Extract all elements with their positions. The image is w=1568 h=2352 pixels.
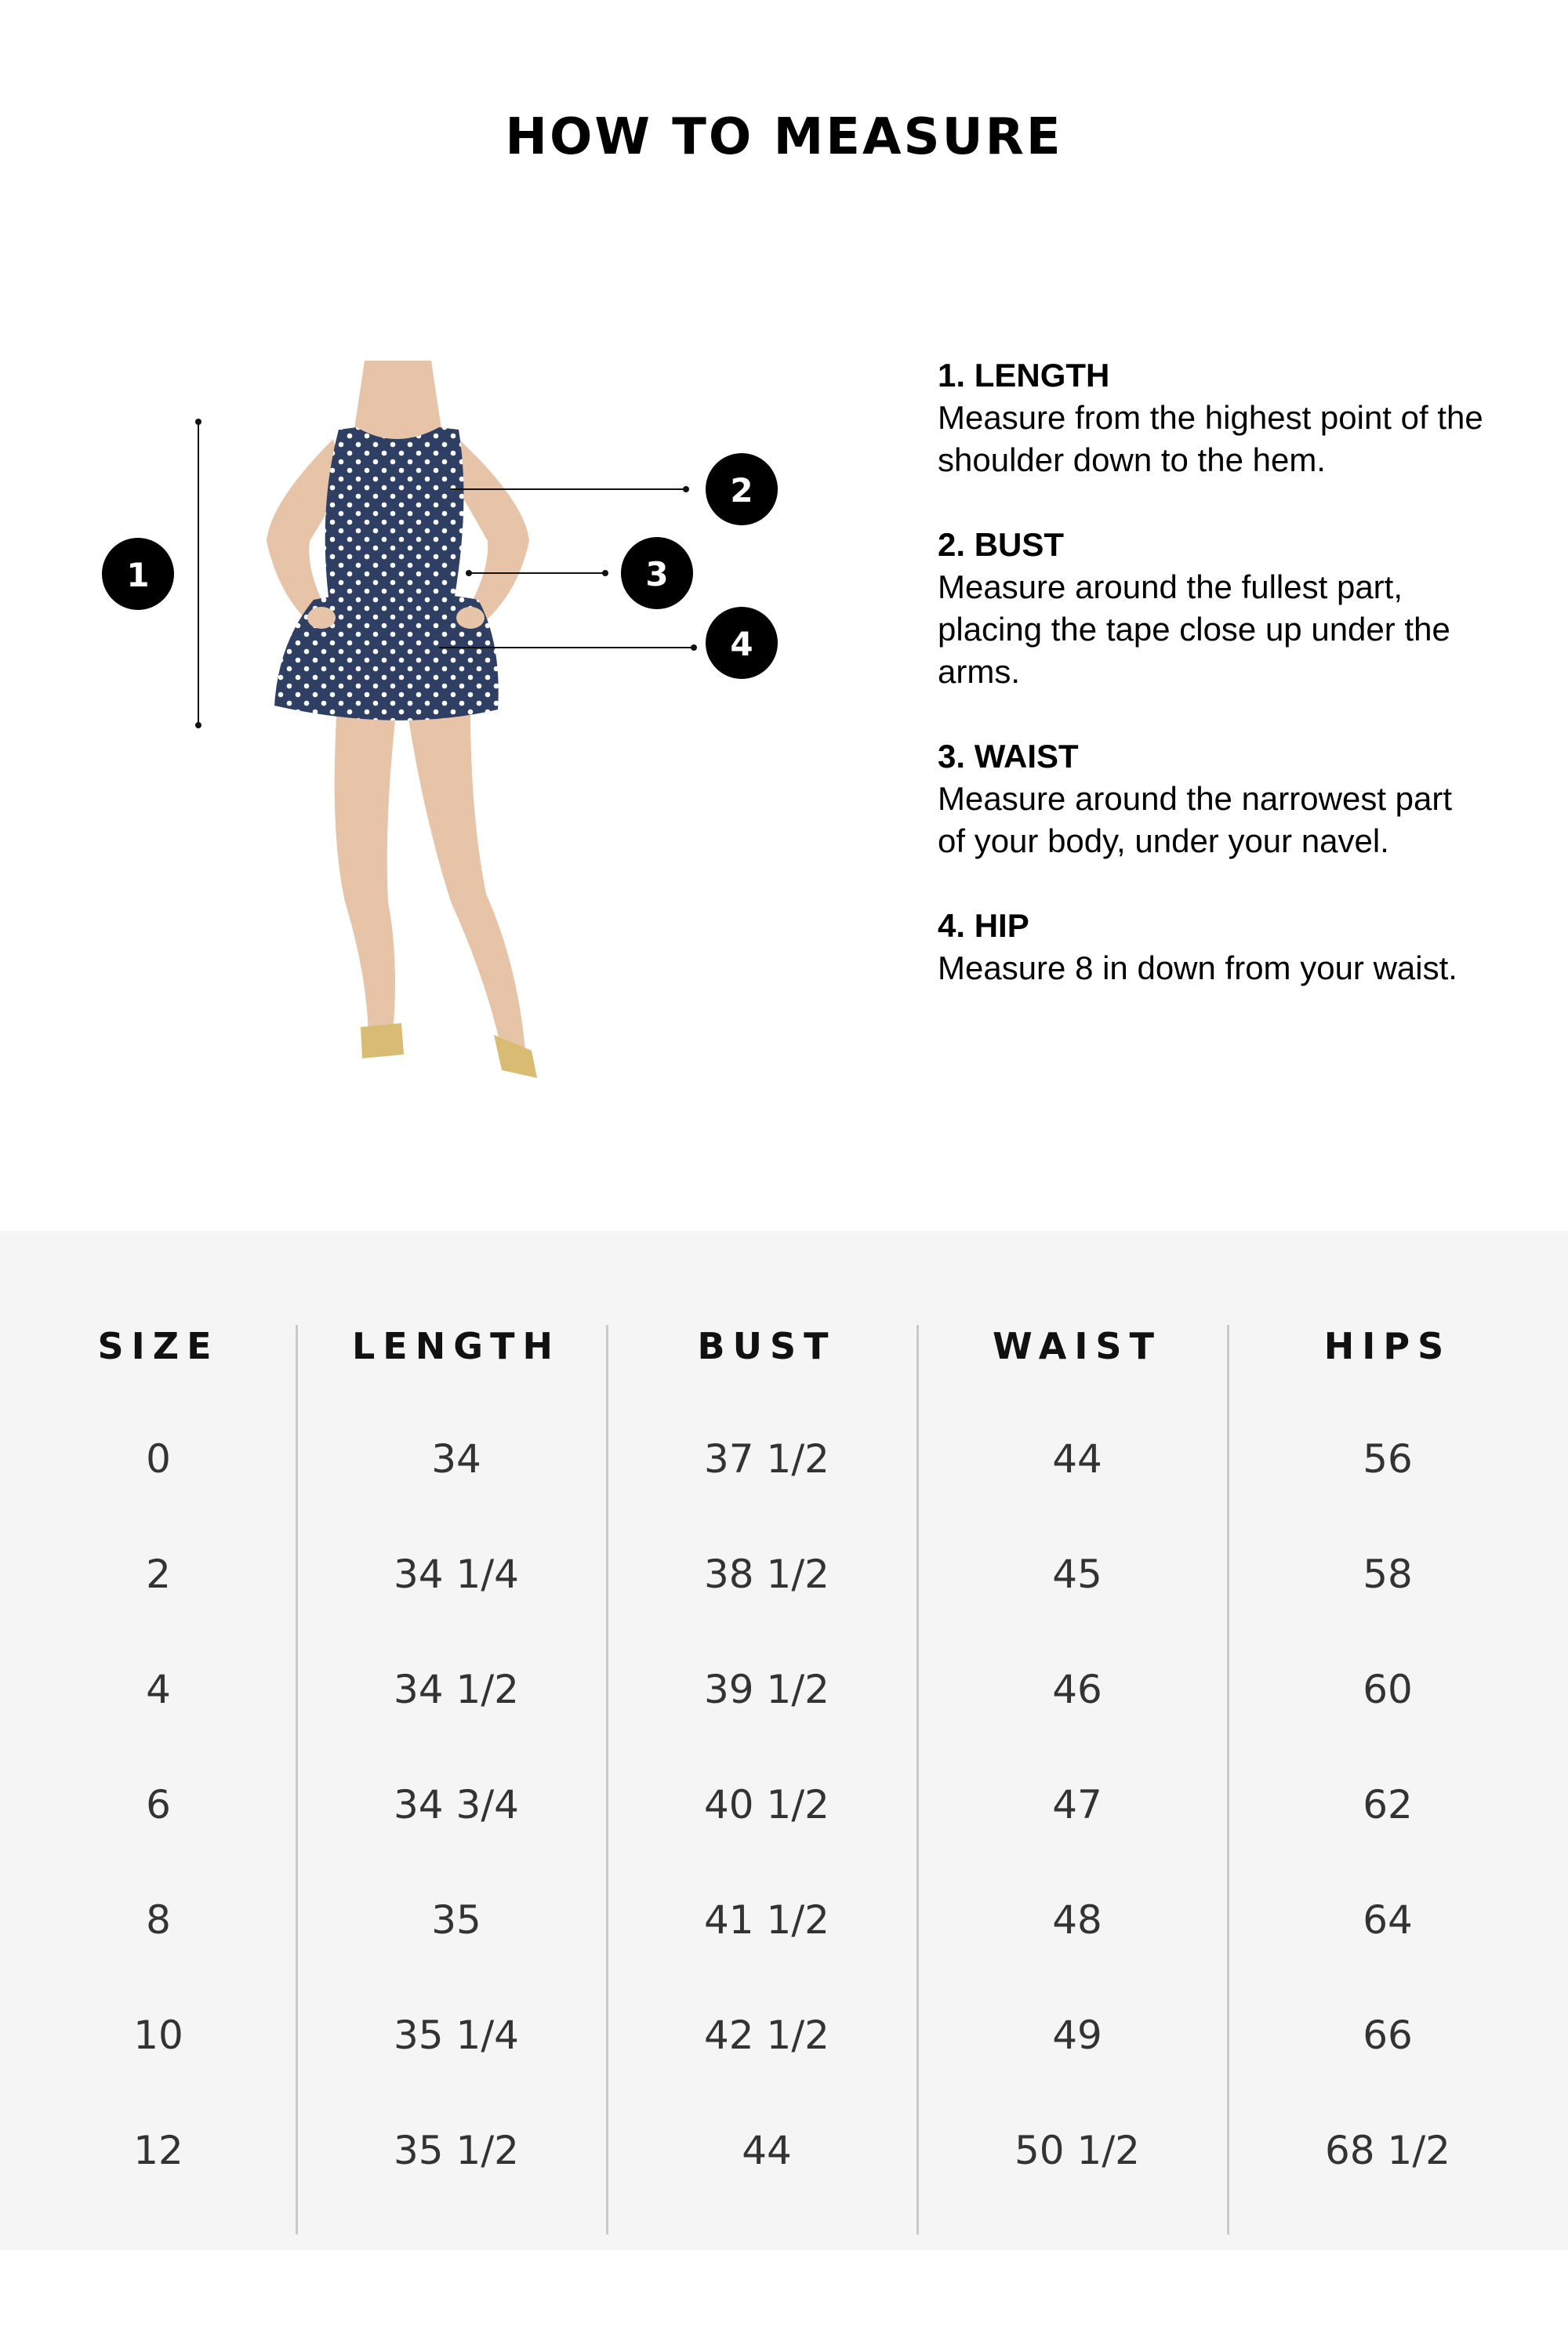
model-illustration xyxy=(267,361,537,1078)
marker-3 xyxy=(621,537,693,609)
table-cell-hips: 56 xyxy=(1363,1436,1413,1482)
marker-2 xyxy=(706,453,778,525)
table-cell-hips: 60 xyxy=(1363,1667,1413,1712)
marker-4 xyxy=(706,607,778,679)
marker-4-label: 4 xyxy=(730,625,753,663)
instruction-length xyxy=(938,354,1486,481)
table-cell-length: 34 1/2 xyxy=(394,1667,519,1712)
waist-line-end-dot xyxy=(602,570,608,576)
instruction-hip xyxy=(938,905,1486,989)
left-shoe xyxy=(361,1023,404,1058)
table-cell-waist: 48 xyxy=(1052,1897,1102,1943)
column-header-size: SIZE xyxy=(97,1325,220,1367)
column-header-bust: BUST xyxy=(697,1325,837,1367)
instruction-bust xyxy=(938,524,1486,693)
table-cell-waist: 50 1/2 xyxy=(1014,2128,1140,2173)
column-header-hips: HIPS xyxy=(1323,1325,1452,1367)
marker-1 xyxy=(102,538,174,610)
instruction-waist xyxy=(938,735,1486,862)
table-cell-length: 34 1/4 xyxy=(394,1552,519,1597)
table-cell-waist: 45 xyxy=(1052,1552,1102,1597)
table-cell-length: 35 xyxy=(431,1897,481,1943)
table-cell-size: 4 xyxy=(146,1667,171,1712)
table-cell-length: 34 xyxy=(431,1436,481,1482)
length-top-dot xyxy=(195,419,201,425)
instruction-text: Measure around the fullest part, placing the tape close up under the arms. xyxy=(938,568,1450,690)
dress-bodice xyxy=(325,427,464,604)
table-cell-hips: 62 xyxy=(1363,1782,1413,1828)
table-cell-waist: 46 xyxy=(1052,1667,1102,1712)
table-cell-bust: 38 1/2 xyxy=(704,1552,829,1597)
measurement-instructions xyxy=(938,354,1486,1032)
length-bottom-dot xyxy=(195,722,201,728)
table-cell-bust: 37 1/2 xyxy=(704,1436,829,1482)
instruction-heading: 4. HIP xyxy=(938,907,1029,944)
marker-1-label: 1 xyxy=(126,556,150,594)
hip-line-dot xyxy=(691,644,697,651)
left-leg xyxy=(335,706,396,1043)
page-title: HOW TO MEASURE xyxy=(505,107,1063,166)
table-cell-bust: 41 1/2 xyxy=(704,1897,829,1943)
table-cell-bust: 44 xyxy=(742,2128,792,2173)
instruction-heading: 1. LENGTH xyxy=(938,357,1110,394)
table-cell-size: 12 xyxy=(133,2128,183,2173)
table-cell-bust: 42 1/2 xyxy=(704,2013,829,2058)
table-cell-hips: 66 xyxy=(1363,2013,1413,2058)
table-cell-size: 0 xyxy=(146,1436,171,1482)
table-cell-hips: 68 1/2 xyxy=(1325,2128,1450,2173)
column-header-length: LENGTH xyxy=(351,1325,561,1367)
instruction-heading: 3. WAIST xyxy=(938,738,1079,775)
table-cell-waist: 47 xyxy=(1052,1782,1102,1828)
table-cell-waist: 49 xyxy=(1052,2013,1102,2058)
table-cell-hips: 58 xyxy=(1363,1552,1413,1597)
bust-line-dot xyxy=(683,486,689,492)
table-cell-size: 8 xyxy=(146,1897,171,1943)
instruction-text: Measure around the narrowest part of your body, under your navel. xyxy=(938,780,1453,859)
table-cell-size: 6 xyxy=(146,1782,171,1828)
right-hand xyxy=(456,607,485,629)
measurement-figure xyxy=(0,0,862,1113)
marker-2-label: 2 xyxy=(730,471,753,510)
table-cell-size: 2 xyxy=(146,1552,171,1597)
table-cell-size: 10 xyxy=(133,2013,183,2058)
table-cell-waist: 44 xyxy=(1052,1436,1102,1482)
waist-line-start-dot xyxy=(466,570,472,576)
column-header-waist: WAIST xyxy=(993,1325,1162,1367)
instruction-text: Measure 8 in down from your waist. xyxy=(938,949,1457,986)
left-hand xyxy=(307,607,336,629)
marker-3-label: 3 xyxy=(645,555,669,593)
instruction-text: Measure from the highest point of the shoulder down to the hem. xyxy=(938,399,1483,478)
table-cell-bust: 40 1/2 xyxy=(704,1782,829,1828)
table-cell-bust: 39 1/2 xyxy=(704,1667,829,1712)
right-leg xyxy=(408,706,525,1051)
neck xyxy=(353,361,443,439)
table-cell-length: 35 1/4 xyxy=(394,2013,519,2058)
size-chart-panel xyxy=(0,1231,1568,2250)
table-cell-hips: 64 xyxy=(1363,1897,1413,1943)
instruction-heading: 2. BUST xyxy=(938,526,1065,563)
table-cell-length: 35 1/2 xyxy=(394,2128,519,2173)
table-cell-length: 34 3/4 xyxy=(394,1782,519,1828)
